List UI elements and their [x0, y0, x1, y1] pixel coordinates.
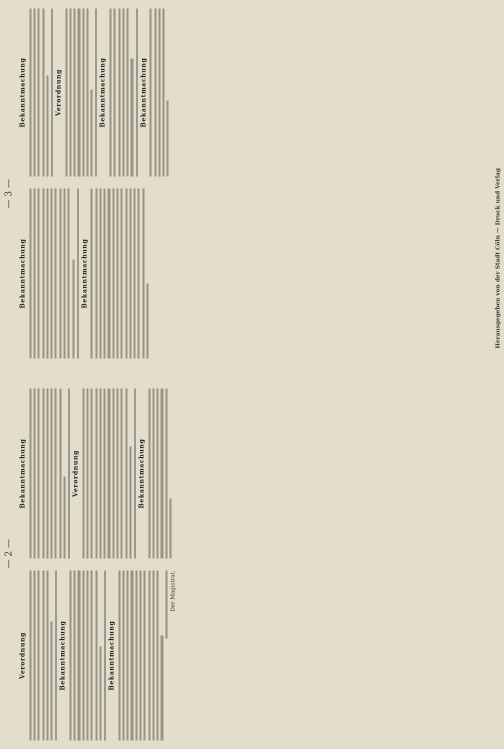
column-1-heading-2: Bekanntmachung — [59, 620, 67, 691]
column-2 — [17, 389, 487, 559]
column-4-heading-3: Bekanntmachung — [99, 57, 107, 128]
column-1-heading-3: Bekanntmachung — [108, 620, 116, 691]
column-4-heading-4: Bekanntmachung — [140, 57, 148, 128]
column-1-signature: Der Magistrat. — [170, 570, 177, 612]
column-3-heading-1: Bekanntmachung — [19, 238, 27, 309]
column-4-heading-1: Bekanntmachung — [19, 57, 27, 128]
column-4-heading-2: Verordnung — [55, 69, 63, 116]
right-page-number: — 3 — — [4, 179, 15, 209]
newspaper-sheet — [1, 0, 504, 749]
column-1 — [17, 571, 487, 741]
column-3 — [17, 189, 487, 359]
column-3-heading-2: Bekanntmachung — [81, 238, 89, 309]
column-2-heading-3: Bekanntmachung — [138, 438, 146, 509]
column-2-heading-1: Bekanntmachung — [19, 438, 27, 509]
column-4 — [17, 9, 487, 177]
page-footer: Herausgegeben von der Stadt Cöln — Druck und Verlag — [495, 168, 502, 349]
column-2-heading-2: Verordnung — [72, 450, 80, 497]
column-1-heading-1: Verordnung — [19, 632, 27, 679]
left-page-number: — 2 — — [4, 539, 15, 569]
